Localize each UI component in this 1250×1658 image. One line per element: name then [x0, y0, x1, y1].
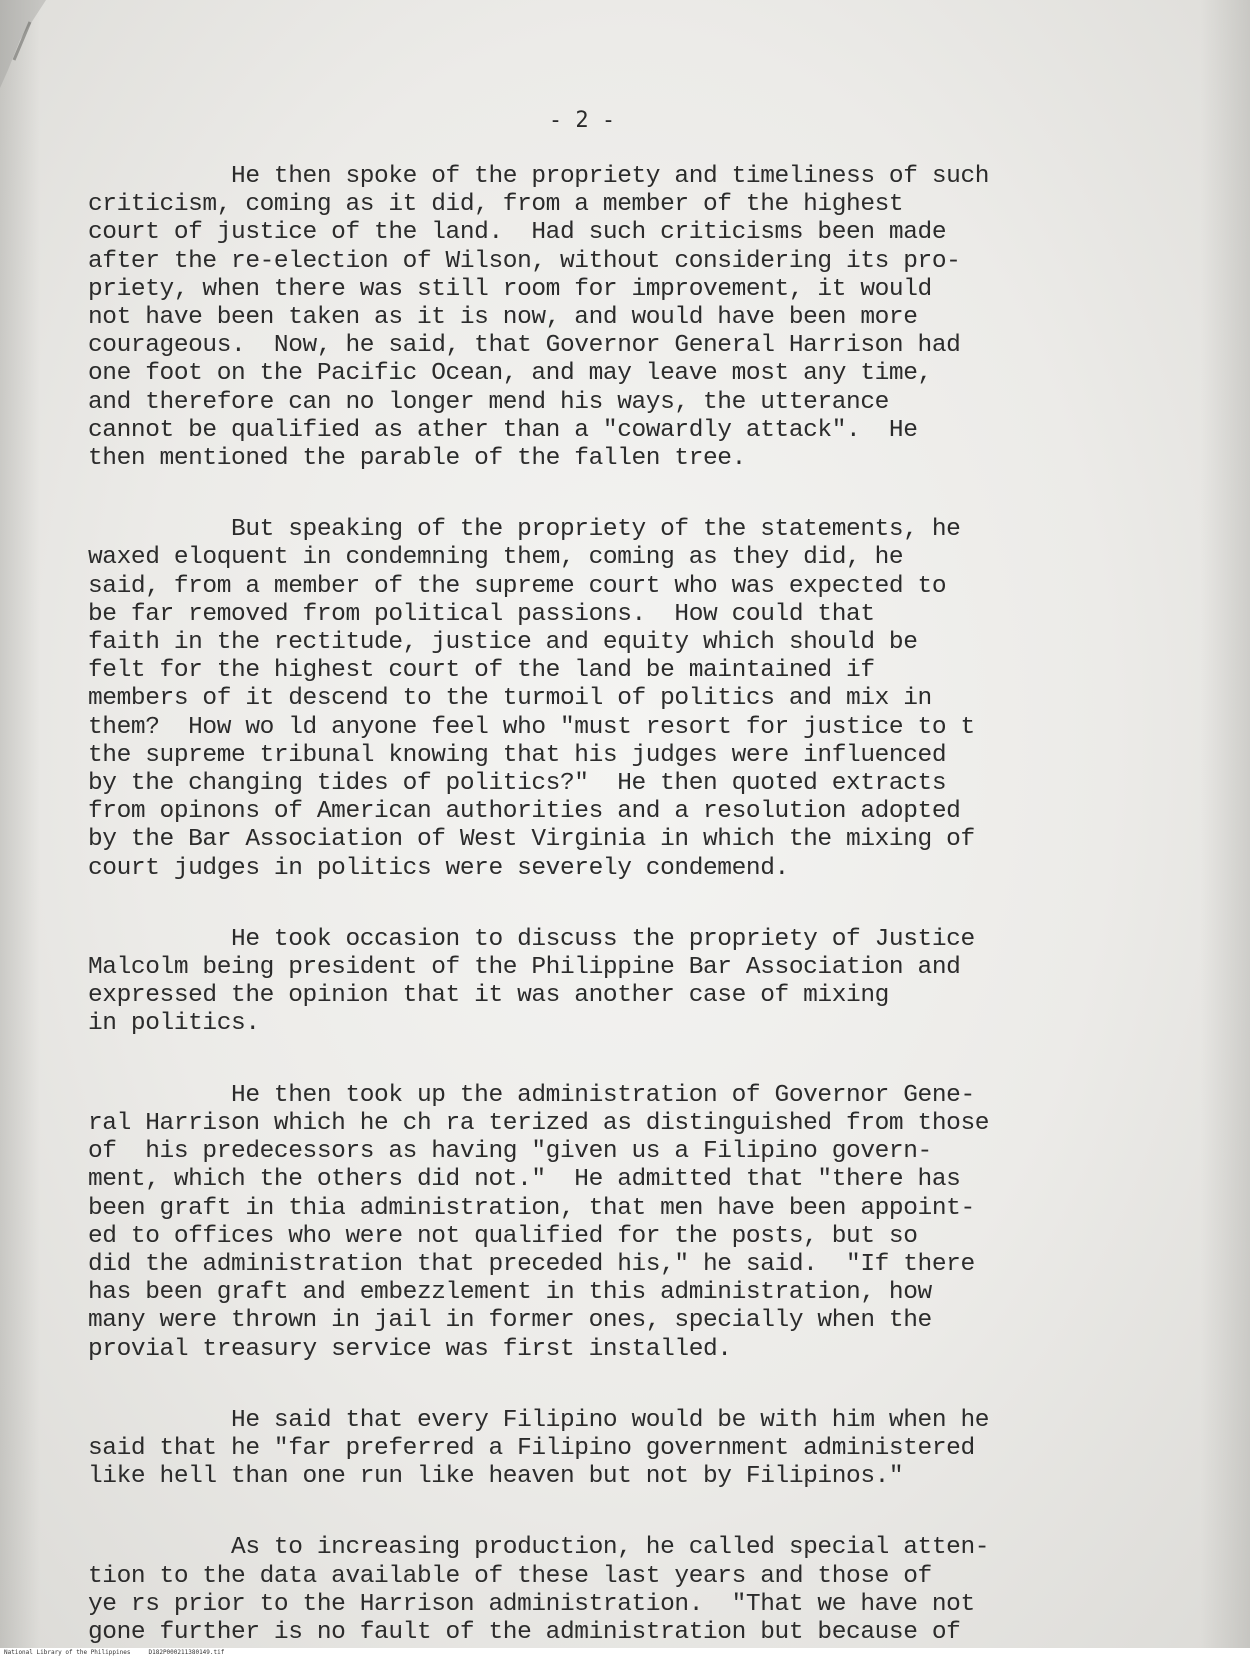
paragraph — [88, 163, 1178, 473]
text-line: ral Harrison which he ch ra terized as distinguished from those — [88, 1109, 990, 1137]
text-line: ye rs prior to the Harrison administration. "That we have not — [88, 1590, 975, 1618]
text-line: like hell than one run like heaven but not by Filipinos." — [88, 1463, 904, 1491]
text-line: and therefore can no longer mend his ways, the utterance — [88, 388, 889, 416]
text-line: provial treasury service was first installed. — [88, 1335, 732, 1363]
text-line: in politics. — [88, 1010, 260, 1038]
text-line: courageous. Now, he said, that Governor General Harrison had — [88, 332, 961, 360]
text-line: tion to the data available of these last years and those of — [88, 1562, 932, 1590]
text-line: then mentioned the parable of the fallen tree. — [88, 445, 746, 473]
corner-tear-mark — [0, 0, 50, 90]
right-edge-shadow — [1200, 0, 1250, 1648]
text-line: the supreme tribunal knowing that his judges were influenced — [88, 741, 947, 769]
paragraph — [88, 1534, 1178, 1648]
paragraph — [88, 1407, 1178, 1492]
text-line: not have been taken as it is now, and would have been more — [88, 304, 918, 332]
archive-footer-label: National Library of the Philippines D182P000211380149.tif — [4, 1649, 225, 1656]
text-line: faith in the rectitude, justice and equity which should be — [88, 629, 918, 657]
text-line: from opinons of American authorities and a resolution adopted — [88, 798, 961, 826]
text-line: court judges in politics were severely condemend. — [88, 854, 789, 882]
paragraph — [88, 516, 1178, 883]
paragraph — [88, 1082, 1178, 1364]
text-line — [88, 1647, 1178, 1648]
left-edge-shadow — [0, 0, 40, 1648]
text-line: cannot be qualified as ather than a "cowardly attack". He — [88, 416, 918, 444]
text-line: by the changing tides of politics?" He then quoted extracts — [88, 770, 947, 798]
text-line: He took occasion to discuss the propriety of Justice — [88, 925, 975, 953]
text-line: court of justice of the land. Had such criticisms been made — [88, 219, 947, 247]
text-line: many were thrown in jail in former ones, specially when the — [88, 1307, 932, 1335]
text-line: But speaking of the propriety of the statements, he — [88, 516, 961, 544]
text-line: said, from a member of the supreme court who was expected to — [88, 572, 947, 600]
text-line: ment, which the others did not." He admitted that "there has — [88, 1166, 961, 1194]
text-line: be far removed from political passions. How could that — [88, 600, 875, 628]
text-line: did the administration that preceded his," he said. "If there — [88, 1250, 975, 1278]
text-line: members of it descend to the turmoil of politics and mix in — [88, 685, 932, 713]
text-line: of his predecessors as having "given us a Filipino govern- — [88, 1138, 932, 1166]
text-line: He then took up the administration of Governor Gene- — [88, 1081, 975, 1109]
text-line: expressed the opinion that it was another case of mixing — [88, 982, 889, 1010]
document-body — [88, 163, 1178, 1648]
paragraph — [88, 926, 1178, 1039]
text-line: priety, when there was still room for improvement, it would — [88, 275, 932, 303]
text-line: As to increasing production, he called special atten- — [88, 1534, 990, 1562]
text-line: He said that every Filipino would be with him when he — [88, 1406, 990, 1434]
text-line: after the re-election of Wilson, without considering its pro- — [88, 247, 961, 275]
text-line: He then spoke of the propriety and timeliness of such — [88, 163, 990, 190]
text-line: by the Bar Association of West Virginia in which the mixing of — [88, 826, 975, 854]
text-line: has been graft and embezzlement in this administration, how — [88, 1279, 932, 1307]
text-line: been graft in thia administration, that men have been appoint- — [88, 1194, 975, 1222]
text-line: waxed eloquent in condemning them, coming as they did, he — [88, 544, 904, 572]
text-line: gone further is no fault of the administration but because of — [88, 1618, 961, 1646]
text-line: felt for the highest court of the land be maintained if — [88, 657, 875, 685]
text-line: criticism, coming as it did, from a member of the highest — [88, 191, 904, 219]
text-line: ed to offices who were not qualified for the posts, but so — [88, 1222, 918, 1250]
text-line: one foot on the Pacific Ocean, and may leave most any time, — [88, 360, 932, 388]
text-line: them? How wo ld anyone feel who "must resort for justice to t — [88, 713, 975, 741]
text-line: Malcolm being president of the Philippine Bar Association and — [88, 954, 961, 982]
text-line: said that he "far preferred a Filipino government administered — [88, 1434, 975, 1462]
page-number: - 2 - — [548, 108, 616, 133]
